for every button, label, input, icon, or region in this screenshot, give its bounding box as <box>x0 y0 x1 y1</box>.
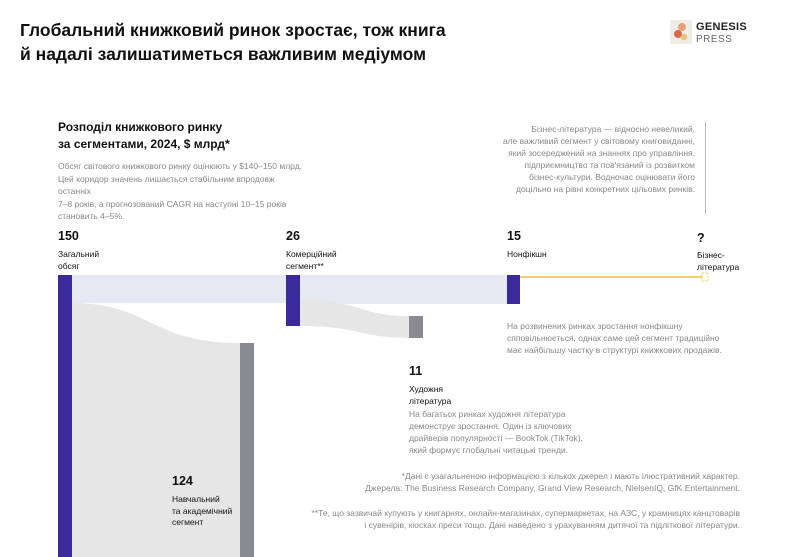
node-business-label <box>697 231 739 273</box>
node-educational-value: 124 <box>172 474 193 488</box>
flow-commercial-to-fiction <box>300 300 409 338</box>
footnote-line-3: **Те, що зазвичай купують у книгарнях, онлайн-магазинах, супермаркетах, на АЗС, у крамницях канцтоварів <box>311 508 740 518</box>
business-note-line-5: бізнес-культури. Водночас оцінювати його <box>529 172 695 182</box>
logo-text-genesis: GENESIS <box>696 21 748 33</box>
node-nonfiction-label-1: Нонфікшн <box>507 249 547 259</box>
node-educational-label-1: Навчальний <box>172 494 220 504</box>
node-fiction-label-2: література <box>409 395 452 406</box>
business-note-line-3: який зосереджений на знаннях про управління, <box>508 148 695 158</box>
node-nonfiction-bar <box>507 275 520 304</box>
fiction-note-line-2: демонструє зростання. Один із ключових <box>409 421 572 431</box>
flow-total-to-commercial <box>72 275 286 303</box>
flow-commercial-to-nonfiction <box>300 275 507 304</box>
node-educational-label-2: та академічний <box>172 505 233 516</box>
node-total-label-2: обсяг <box>58 260 80 271</box>
node-total-value: 150 <box>58 229 79 243</box>
node-business-label-1: Бізнес- <box>697 250 725 260</box>
business-note-line-2: але важливий сегмент у світовому книговиданні, <box>502 136 695 146</box>
title-line-2: й надалі залишатиметься важливим медіумом <box>20 44 427 64</box>
node-commercial-label <box>286 229 337 272</box>
node-business-bar <box>702 273 708 281</box>
node-nonfiction-label <box>507 229 547 261</box>
node-total-bar <box>58 275 72 557</box>
footnote-line-2: Джерела: The Business Research Company, Grand View Research, NielsenIQ, GfK Entertainment. <box>365 483 740 493</box>
nonfiction-note <box>507 320 722 356</box>
nonfiction-note-line-2: спповільнюється, однак саме цей сегмент традиційно <box>507 333 720 343</box>
description-line-2: Цей коридор значень лишається стабільним впродовж останніх <box>58 173 275 196</box>
description-line-4: становить 4–5%. <box>58 211 125 221</box>
node-educational-label-3: сегмент <box>172 517 204 527</box>
node-commercial-bar <box>286 275 300 326</box>
node-commercial-value: 26 <box>286 229 300 243</box>
footnote-line-4: і сувенірів, кіосках преси тощо. Дані наведено з урахуванням дитячої та підліткової літератури. <box>364 520 740 530</box>
node-fiction-value: 11 <box>409 364 423 378</box>
node-fiction-label-1: Художня <box>409 384 444 394</box>
nonfiction-note-line-1: На розвинених ринках зростання нонфікшну <box>507 321 683 331</box>
footnote-sources <box>300 470 740 494</box>
description-line-1: Обсяг світового книжкового ринку оцінюють у $140–150 млрд. <box>58 161 303 171</box>
fiction-note-line-3: драйверів популярності — BookTok (TikTok), <box>409 433 583 443</box>
node-fiction-label <box>409 364 451 407</box>
subtitle-line-1: Розподіл книжкового ринку <box>58 120 223 134</box>
node-fiction-bar <box>409 316 423 338</box>
node-educational-bar <box>240 343 254 557</box>
subtitle-line-2: за сегментами, 2024, $ млрд* <box>58 137 230 151</box>
business-note-line-1: Бізнес-література — відносно невеликий, <box>531 124 695 134</box>
node-business-value: ? <box>697 231 705 245</box>
fiction-note-line-4: який формує глобальні читацькі тренди. <box>409 445 569 455</box>
fiction-note <box>409 408 584 456</box>
node-commercial-label-1: Комерційний <box>286 249 337 259</box>
business-note-line-6: доцільно на рівні конкретних цільових ринків. <box>516 184 695 194</box>
node-nonfiction-value: 15 <box>507 229 521 243</box>
footnote-line-1: *Дані є узагальненою інформацією з кількох джерел і мають ілюстративний характер. <box>401 471 740 481</box>
description-line-3: 7–8 років, а прогнозований CAGR на наступні 10–15 років <box>58 198 287 209</box>
node-business-label-2: література <box>697 261 740 272</box>
footnote-commercial <box>280 507 740 531</box>
business-note-line-4: підприємництво та пов'язаний із розвитком <box>524 160 695 170</box>
title-line-1: Глобальний книжковий ринок зростає, тож книга <box>20 20 446 40</box>
node-commercial-label-2: сегмент** <box>286 260 324 271</box>
logo-text-press: PRESS <box>696 34 733 45</box>
node-total-label <box>58 229 99 272</box>
node-total-label-1: Загальний <box>58 249 100 259</box>
node-educational-label <box>172 474 232 529</box>
nonfiction-note-line-3: має найбільшу частку в структурі книжкових продажів. <box>507 345 722 355</box>
fiction-note-line-1: На багатьох ринках художня література <box>409 409 566 419</box>
